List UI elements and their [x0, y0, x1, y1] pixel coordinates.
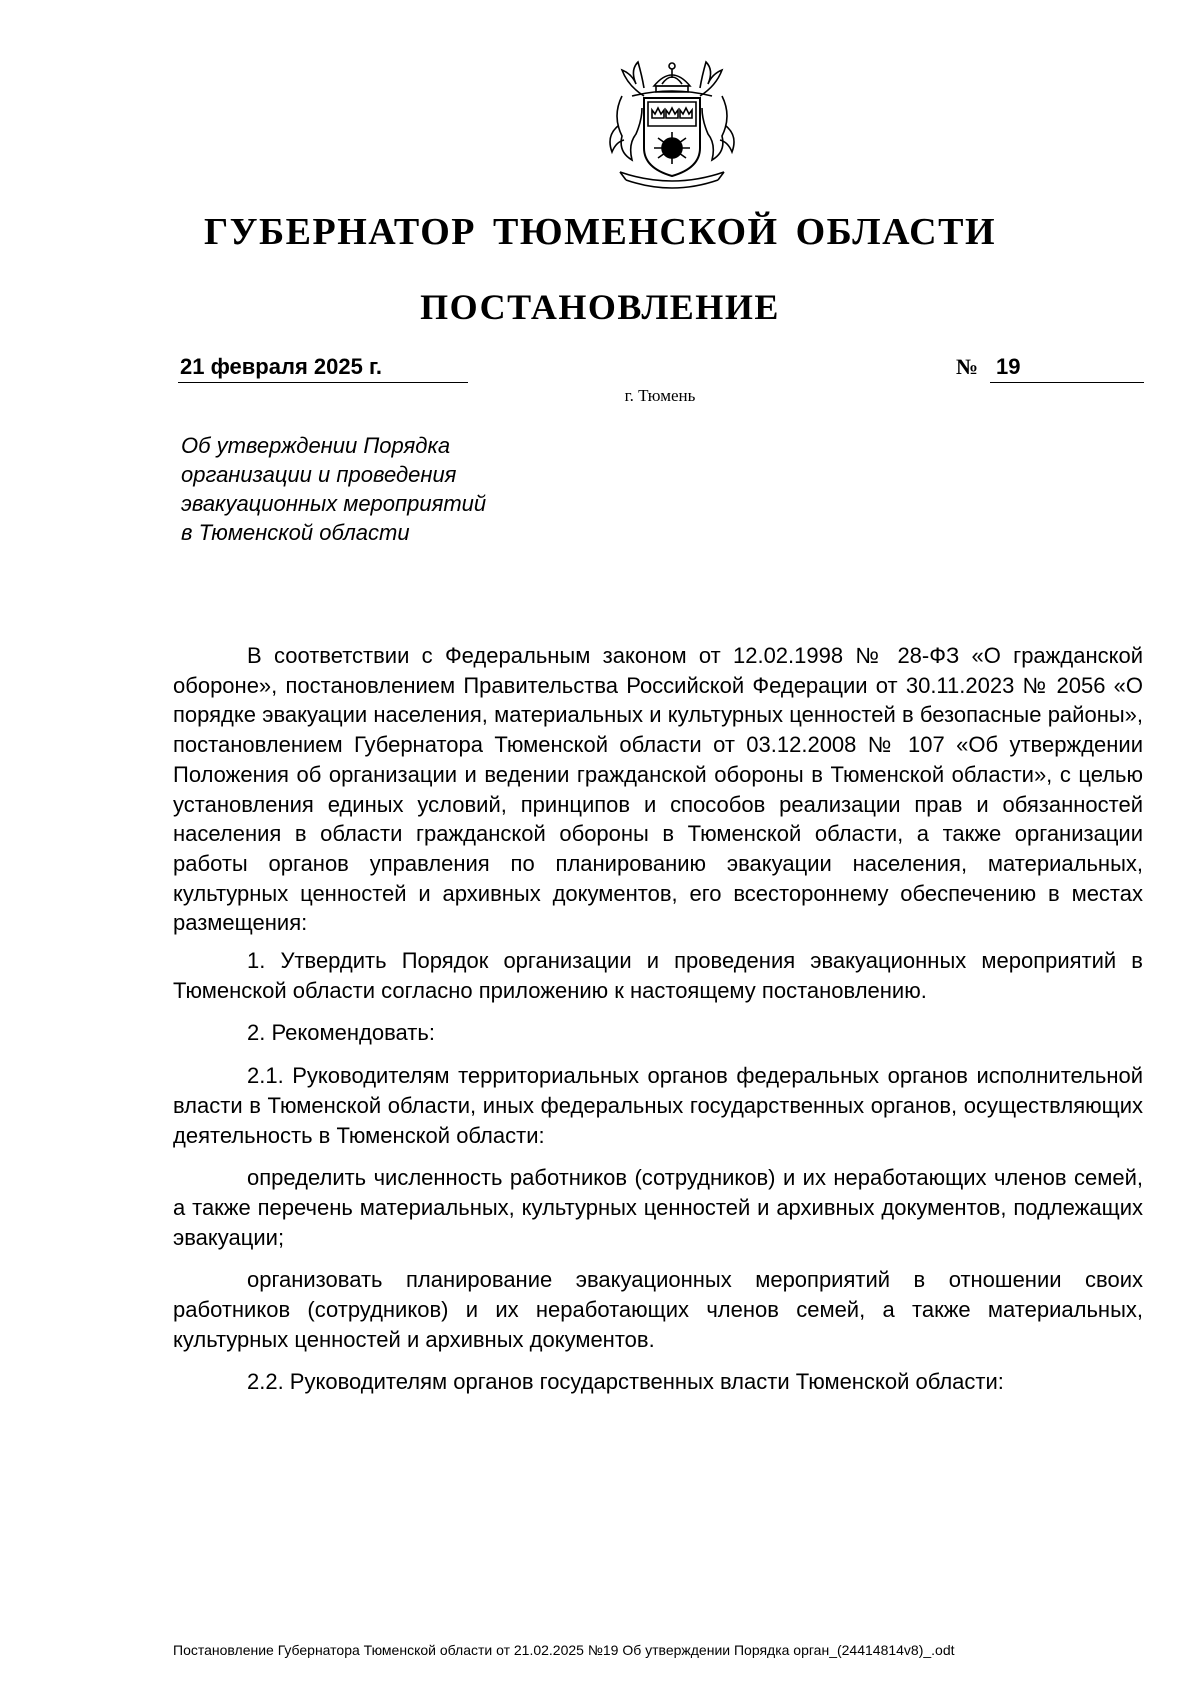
- clause-2-2: 2.2. Руководителям органов государственных власти Тюменской области:: [247, 1369, 1004, 1395]
- clause-2-1: 2.1. Руководителям территориальных органов федеральных органов исполнительной власти в Тюменской области, иных федеральных государственных органов, осуществляющих деятельность в Тюменской области:: [173, 1063, 1143, 1148]
- subject-line: в Тюменской области: [181, 520, 410, 545]
- document-type: ПОСТАНОВЛЕНИЕ: [420, 287, 780, 327]
- preamble-paragraph: В соответствии с Федеральным законом от 12.02.1998 № 28-ФЗ «О гражданской обороне», постановлением Правительства Российской Федерации от 30.11.2023 № 2056 «О порядке эвакуации населения, материальных и культурных ценностей в безопасные районы», постановлением Губернатора Тюменской области от 03.12.2008 № 107 «Об утверждении Положения об организации и ведении гражданской обороны в Тюменской области», с целью установления единых условий, принципов и способов реализации прав и обязанностей населения в области гражданской обороны в Тюменской области, а также организации работы органов управления по планированию эвакуации населения, материальных, культурных ценностей и архивных документов, его всестороннему обеспечению в местах размещения:: [173, 643, 1143, 936]
- page-footer: Постановление Губернатора Тюменской области от 21.02.2025 №19 Об утверждении Порядка орган_(24414814v8)_.odt: [173, 1642, 955, 1658]
- subject-line: организации и проведения: [181, 462, 457, 487]
- clause-2-1-item-1: определить численность работников (сотрудников) и их неработающих членов семей, а также перечень материальных, культурных ценностей и архивных документов, подлежащих эвакуации;: [173, 1165, 1143, 1250]
- document-date: 21 февраля 2025 г.: [178, 354, 468, 383]
- document-body: [173, 641, 1143, 1397]
- authority-title: ГУБЕРНАТОР ТЮМЕНСКОЙ ОБЛАСТИ: [203, 211, 997, 253]
- tyumen-oblast-coat-of-arms-icon: [592, 56, 752, 196]
- clause-1: 1. Утвердить Порядок организации и проведения эвакуационных мероприятий в Тюменской области согласно приложению к настоящему постановлению.: [173, 948, 1143, 1003]
- clause-2: 2. Рекомендовать:: [247, 1020, 435, 1046]
- document-subject: [181, 431, 601, 547]
- document-number: 19: [990, 354, 1144, 383]
- clause-2-1-item-2: организовать планирование эвакуационных мероприятий в отношении своих работников (сотрудников) и их неработающих членов семей, а также материальных, культурных ценностей и архивных документов.: [173, 1267, 1143, 1352]
- number-sign: №: [956, 354, 979, 379]
- city-label: г. Тюмень: [624, 386, 696, 405]
- subject-line: Об утверждении Порядка: [181, 433, 451, 458]
- subject-line: эвакуационных мероприятий: [181, 491, 487, 516]
